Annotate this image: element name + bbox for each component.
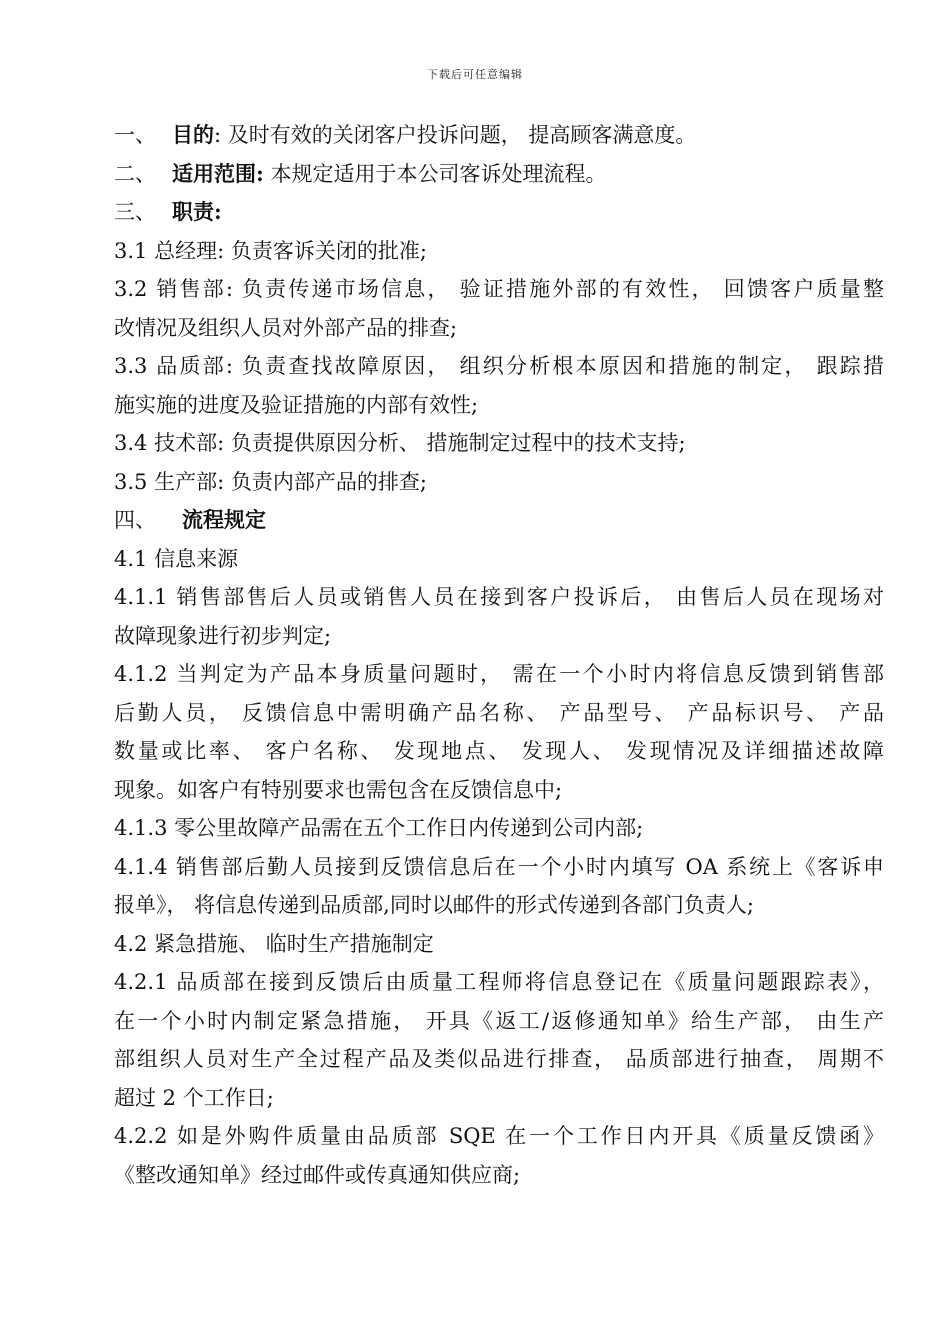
section-text: 本规定适用于本公司客诉处理流程。	[263, 161, 607, 186]
paragraph-line: 数量或比率、 客户名称、 发现地点、 发现人、 发现情况及详细描述故障	[114, 739, 884, 763]
section-label: 流程规定	[182, 507, 266, 532]
paragraph-line: 后勤人员， 反馈信息中需明确产品名称、 产品型号、 产品标识号、 产品	[114, 700, 884, 725]
paragraph-line: 3.3 品质部: 负责查找故障原因， 组织分析根本原因和措施的制定， 跟踪措	[114, 354, 884, 378]
subsection-heading: 4.2 紧急措施、 临时生产措施制定	[114, 931, 434, 956]
section-label: 目的	[172, 122, 214, 147]
paragraph-line: 在一个小时内制定紧急措施， 开具《返工/返修通知单》给生产部， 由生产	[114, 1008, 884, 1033]
paragraph-line: 4.1.3 零公里故障产品需在五个工作日内传递到公司内部;	[114, 816, 644, 840]
paragraph-line: 改情况及组织人员对外部产品的排查;	[114, 315, 458, 340]
section-4-heading	[114, 501, 884, 540]
paragraph-line: 4.1.4 销售部后勤人员接到反馈信息后在一个小时内填写 OA 系统上《客诉申	[114, 854, 884, 879]
paragraph-line: 4.2.1 品质部在接到反馈后由质量工程师将信息登记在《质量问题跟踪表》，	[114, 970, 884, 994]
paragraph-line: 3.5 生产部: 负责内部产品的排查;	[114, 469, 427, 494]
paragraph-line: 超过 2 个工作日;	[114, 1085, 274, 1110]
section-label: 适用范围:	[172, 160, 264, 186]
paragraph-line: 施实施的进度及验证措施的内部有效性;	[114, 392, 479, 417]
paragraph-line: 故障现象进行初步判定;	[114, 623, 332, 648]
paragraph-line: 4.2.2 如是外购件质量由品质部 SQE 在一个工作日内开具《质量反馈函》	[114, 1124, 884, 1148]
paragraph-line: 《整改通知单》经过邮件或传真通知供应商;	[114, 1162, 521, 1187]
section-number: 一、	[114, 123, 156, 147]
paragraph-line: 4.1.2 当判定为产品本身质量问题时， 需在一个小时内将信息反馈到销售部	[114, 662, 884, 686]
paragraph-line: 3.4 技术部: 负责提供原因分析、 措施制定过程中的技术支持;	[114, 431, 686, 455]
section-1-heading	[114, 116, 884, 155]
paragraph-line: 现象。如客户有特别要求也需包含在反馈信息中;	[114, 777, 563, 802]
paragraph-line: 4.1.1 销售部售后人员或销售人员在接到客户投诉后， 由售后人员在现场对	[114, 585, 884, 609]
paragraph-line: 3.1 总经理: 负责客诉关闭的批准;	[114, 238, 427, 263]
section-number: 四、	[114, 508, 156, 532]
section-3-heading	[114, 193, 884, 232]
section-2-heading	[114, 155, 884, 194]
document-body	[114, 116, 884, 1194]
section-number: 三、	[114, 200, 156, 224]
section-number: 二、	[114, 161, 156, 186]
section-text: : 及时有效的关闭客户投诉问题， 提高顾客满意度。	[214, 123, 697, 147]
section-label: 职责:	[172, 199, 222, 224]
page-header: 下载后可任意编辑	[427, 68, 523, 81]
paragraph-line: 3.2 销售部: 负责传递市场信息， 验证措施外部的有效性， 回馈客户质量整	[114, 277, 884, 301]
subsection-heading: 4.1 信息来源	[114, 546, 239, 571]
paragraph-line: 报单》， 将信息传递到品质部,同时以邮件的形式传递到各部门负责人;	[114, 893, 754, 917]
paragraph-line: 部组织人员对生产全过程产品及类似品进行排查， 品质部进行抽查， 周期不	[114, 1047, 884, 1071]
